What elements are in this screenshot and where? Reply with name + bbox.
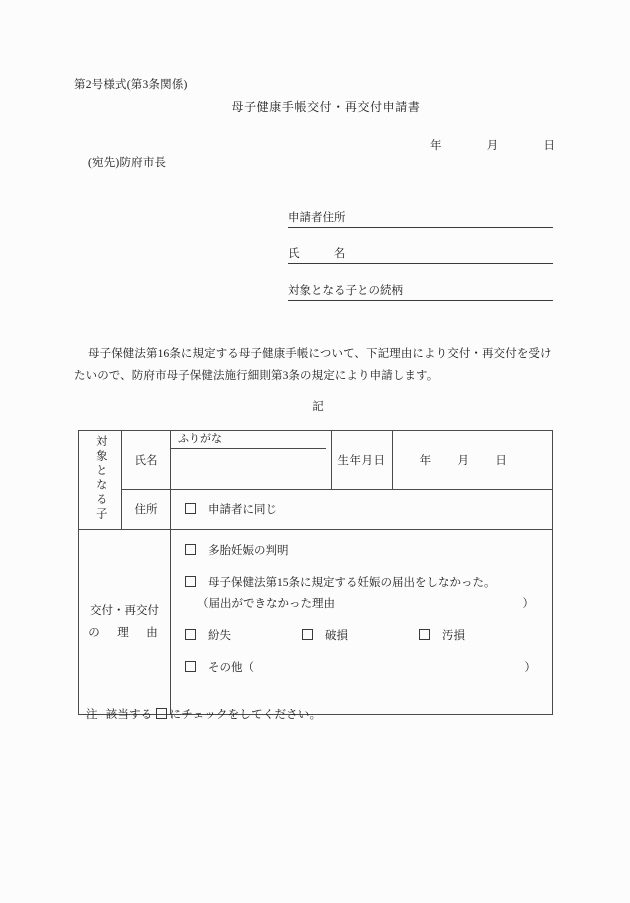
table-row-reason — [79, 530, 553, 715]
date-month-label: 月 — [486, 140, 499, 152]
checkbox-soiled-icon[interactable] — [419, 629, 430, 640]
checkbox-damaged-icon[interactable] — [302, 629, 313, 640]
reason-option-lost[interactable] — [185, 627, 302, 643]
page-title: 母子健康手帳交付・再交付申請書 — [231, 100, 421, 114]
reason-option-no-notification[interactable] — [185, 574, 536, 611]
issue-date-line — [430, 137, 555, 153]
form-number: 第2号様式(第3条関係) — [74, 79, 188, 91]
child-dob-cell[interactable] — [392, 431, 553, 490]
applicant-relation-field[interactable] — [288, 282, 553, 301]
reason-label-line2: の 理 由 — [88, 627, 161, 639]
applicant-address-field[interactable] — [288, 209, 553, 228]
table-row-child-address — [79, 489, 553, 529]
footnote-label: 注 — [86, 709, 98, 721]
reason-option-soiled[interactable] — [419, 627, 536, 643]
reason-section-label — [79, 530, 171, 715]
reason-option-other[interactable] — [185, 659, 536, 675]
child-address-option-label: 申請者に同じ — [208, 504, 277, 517]
ki-marker: 記 — [312, 401, 324, 413]
dob-year-label: 年 — [419, 454, 432, 467]
checkbox-same-as-applicant-icon[interactable] — [185, 503, 196, 514]
reason-soiled-label: 汚損 — [442, 630, 465, 642]
checkbox-no-notification-icon[interactable] — [185, 576, 196, 587]
reason-options-cell — [171, 530, 553, 715]
checkbox-lost-icon[interactable] — [185, 629, 196, 640]
applicant-address-label: 申請者住所 — [288, 212, 346, 224]
reason-no-notification-paren-close: ） — [522, 598, 534, 610]
reason-no-notification-detail[interactable] — [185, 595, 536, 611]
dob-day-label: 日 — [495, 454, 507, 467]
reason-other-label: その他（ — [208, 662, 254, 674]
checkbox-sample-icon — [156, 708, 167, 719]
reason-lost-label: 紛失 — [208, 630, 231, 642]
dob-month-label: 月 — [457, 454, 469, 467]
applicant-name-label: 氏 名 — [288, 248, 346, 260]
child-name-cell[interactable] — [171, 431, 332, 490]
child-address-label: 住所 — [122, 489, 171, 529]
date-year-label: 年 — [430, 140, 442, 152]
child-section-label: 対象となる子 — [79, 431, 122, 530]
applicant-relation-label: 対象となる子との続柄 — [288, 285, 403, 297]
reason-multiple-pregnancy-label: 多胎妊娠の判明 — [208, 545, 289, 557]
reason-other-paren-close: ） — [524, 662, 536, 674]
footnote-text-before: 該当する — [105, 709, 153, 721]
reason-option-multiple-pregnancy[interactable] — [185, 542, 536, 558]
child-address-cell[interactable] — [171, 489, 553, 529]
checkbox-multiple-pregnancy-icon[interactable] — [185, 544, 196, 555]
checkbox-other-icon[interactable] — [185, 661, 196, 672]
child-name-label: 氏名 — [122, 431, 171, 490]
footnote — [86, 706, 321, 722]
table-row-child-name — [79, 431, 553, 490]
reason-label-line1: 交付・再交付 — [90, 605, 159, 617]
reason-no-notification-sub-label: （届出ができなかった理由 — [197, 598, 335, 610]
furigana-box — [171, 431, 326, 489]
reason-option-damaged[interactable] — [302, 627, 419, 643]
furigana-label: ふりがな — [171, 431, 326, 449]
reason-options-row-damage — [185, 627, 536, 643]
applicant-name-field[interactable] — [288, 245, 553, 264]
body-paragraph: 母子保健法第16条に規定する母子健康手帳について、下記理由により交付・再交付を受けたいので、防府市母子保健法施行細則第3条の規定により申請します。 — [74, 348, 552, 382]
application-table — [78, 430, 553, 715]
footnote-text-after: にチェックをしてください。 — [169, 709, 322, 721]
date-day-label: 日 — [543, 140, 555, 152]
reason-no-notification-label: 母子保健法第15条に規定する妊娠の届出をしなかった。 — [208, 577, 496, 589]
child-dob-label: 生年月日 — [331, 431, 392, 490]
reason-damaged-label: 破損 — [325, 630, 348, 642]
addressee-line: (宛先)防府市長 — [88, 157, 167, 169]
